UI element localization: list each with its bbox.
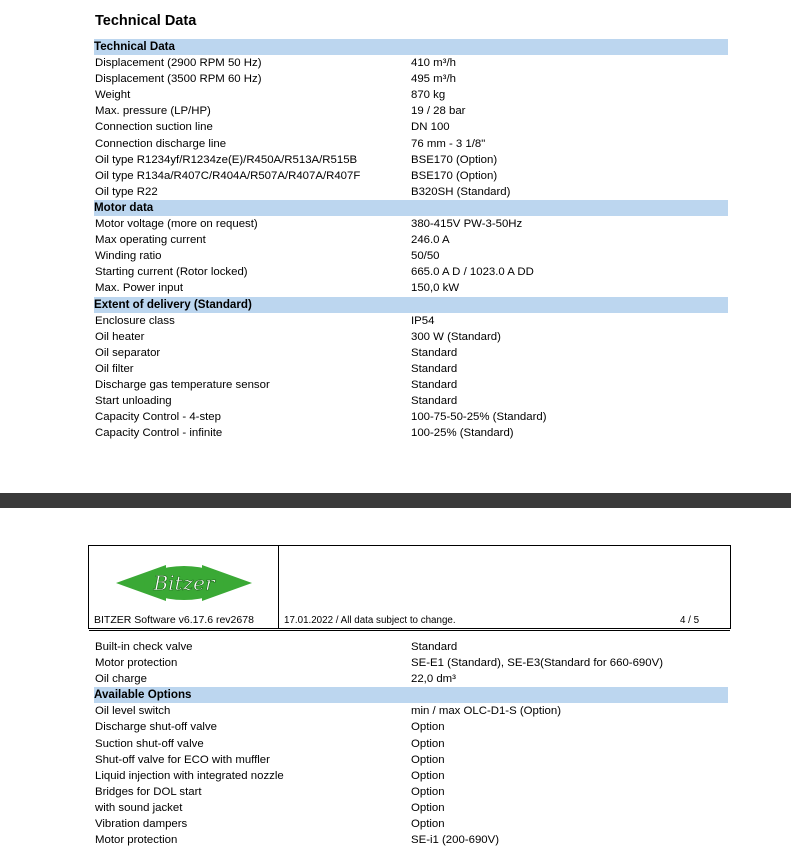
spec-row	[94, 248, 728, 264]
spec-row	[94, 361, 728, 377]
svg-text:Bitzer: Bitzer	[153, 571, 215, 595]
spec-value: 380-415V PW-3-50Hz	[411, 218, 523, 231]
spec-label: Capacity Control - 4-step	[95, 411, 221, 424]
spec-row	[94, 832, 728, 848]
available-options-rows	[94, 703, 728, 848]
spec-value: SE-E1 (Standard), SE-E3(Standard for 660-690V)	[411, 657, 663, 670]
spec-label: Winding ratio	[95, 250, 162, 263]
page-separator	[0, 493, 791, 508]
spec-label: Max. pressure (LP/HP)	[95, 105, 211, 118]
spec-row	[94, 409, 728, 425]
spec-row	[94, 784, 728, 800]
spec-label: Max. Power input	[95, 282, 183, 295]
spec-value: 665.0 A D / 1023.0 A DD	[411, 266, 534, 279]
spec-value: 300 W (Standard)	[411, 330, 501, 343]
spec-row	[94, 329, 728, 345]
spec-value: Standard	[411, 395, 458, 408]
spec-value: 100-25% (Standard)	[411, 427, 514, 440]
technical-data-rows	[94, 55, 728, 200]
spec-row	[94, 136, 728, 152]
extent-of-delivery-cont-rows	[94, 639, 728, 687]
spec-value: Standard	[411, 346, 458, 359]
section-header-available-options: Available Options	[94, 687, 728, 703]
spec-value: BSE170 (Option)	[411, 169, 498, 182]
spec-label: Oil heater	[95, 330, 145, 343]
spec-label: Oil filter	[95, 362, 134, 375]
spec-value: Option	[411, 801, 445, 814]
spec-row	[94, 393, 728, 409]
document-title: Technical Data	[95, 13, 197, 29]
spec-value: B320SH (Standard)	[411, 185, 511, 198]
spec-table-page-1	[94, 39, 728, 441]
spec-value: Option	[411, 753, 445, 766]
spec-label: Connection discharge line	[95, 137, 227, 150]
page-number: 4 / 5	[680, 615, 700, 626]
motor-data-rows	[94, 216, 728, 296]
spec-value: Standard	[411, 378, 458, 391]
spec-label: Shut-off valve for ECO with muffler	[95, 753, 270, 766]
spec-label: Capacity Control - infinite	[95, 427, 223, 440]
spec-label: Bridges for DOL start	[95, 785, 202, 798]
spec-value: Option	[411, 769, 445, 782]
spec-row	[94, 119, 728, 135]
spec-value: BSE170 (Option)	[411, 153, 498, 166]
spec-row	[94, 232, 728, 248]
spec-label: Connection suction line	[95, 121, 213, 134]
spec-value: Standard	[411, 641, 458, 653]
spec-row	[94, 152, 728, 168]
spec-label: Oil level switch	[95, 705, 171, 718]
spec-row	[94, 313, 728, 329]
spec-table-page-2	[94, 639, 728, 848]
spec-row	[94, 736, 728, 752]
spec-row	[94, 87, 728, 103]
spec-row	[94, 655, 728, 671]
spec-label: Liquid injection with integrated nozzle	[95, 769, 284, 782]
spec-value: SE-i1 (200-690V)	[411, 834, 500, 847]
spec-value: min / max OLC-D1-S (Option)	[411, 705, 562, 718]
footer-divider	[278, 546, 279, 628]
pdf-page-2	[0, 508, 791, 855]
spec-value: Option	[411, 818, 445, 831]
spec-row	[94, 280, 728, 296]
spec-label: Enclosure class	[95, 314, 175, 327]
spec-value: 100-75-50-25% (Standard)	[411, 411, 547, 424]
spec-row	[94, 671, 728, 687]
spec-row	[94, 719, 728, 735]
spec-value: Option	[411, 721, 445, 734]
spec-label: Starting current (Rotor locked)	[95, 266, 248, 279]
spec-row	[94, 216, 728, 232]
spec-value: IP54	[411, 314, 435, 327]
spec-label: Built-in check valve	[95, 641, 193, 653]
section-header-motor-data: Motor data	[94, 200, 728, 216]
spec-value: 76 mm - 3 1/8"	[411, 137, 486, 150]
spec-value: Option	[411, 737, 445, 750]
spec-row	[94, 103, 728, 119]
spec-label: Start unloading	[95, 395, 172, 408]
footer-underline	[89, 630, 730, 631]
spec-row	[94, 168, 728, 184]
spec-label: Displacement (3500 RPM 60 Hz)	[95, 73, 262, 86]
spec-value: 50/50	[411, 250, 440, 263]
spec-label: Discharge shut-off valve	[95, 721, 217, 734]
spec-label: Discharge gas temperature sensor	[95, 378, 270, 391]
spec-row	[94, 345, 728, 361]
spec-value: 22,0 dm³	[411, 673, 456, 686]
spec-label: Motor protection	[95, 657, 178, 670]
spec-row	[94, 816, 728, 832]
spec-value: 19 / 28 bar	[411, 105, 466, 118]
spec-row	[94, 639, 728, 655]
spec-row	[94, 768, 728, 784]
spec-label: Motor voltage (more on request)	[95, 218, 258, 231]
spec-row	[94, 55, 728, 71]
spec-value: 150,0 kW	[411, 282, 460, 295]
extent-of-delivery-rows	[94, 313, 728, 442]
spec-value: 870 kg	[411, 89, 446, 102]
spec-row	[94, 184, 728, 200]
spec-label: Displacement (2900 RPM 50 Hz)	[95, 57, 262, 70]
spec-label: Max operating current	[95, 234, 206, 247]
date-note: 17.01.2022 / All data subject to change.	[284, 615, 456, 626]
spec-label: Oil type R22	[95, 185, 158, 198]
software-version: BITZER Software v6.17.6 rev2678	[94, 614, 254, 626]
spec-label: Suction shut-off valve	[95, 737, 204, 750]
page-footer-box	[88, 545, 731, 629]
spec-row	[94, 752, 728, 768]
bitzer-logo	[114, 555, 254, 611]
spec-label: Vibration dampers	[95, 818, 188, 831]
spec-value: 410 m³/h	[411, 57, 456, 70]
spec-row	[94, 800, 728, 816]
spec-label: Oil charge	[95, 673, 147, 686]
spec-label: Motor protection	[95, 834, 178, 847]
spec-value: 246.0 A	[411, 234, 450, 247]
section-header-technical-data: Technical Data	[94, 39, 728, 55]
spec-row	[94, 71, 728, 87]
spec-row	[94, 425, 728, 441]
spec-row	[94, 264, 728, 280]
spec-label: with sound jacket	[95, 801, 183, 814]
spec-value: DN 100	[411, 121, 450, 134]
spec-value: Standard	[411, 362, 458, 375]
spec-value: Option	[411, 785, 445, 798]
section-header-extent-of-delivery: Extent of delivery (Standard)	[94, 297, 728, 313]
spec-label: Oil type R1234yf/R1234ze(E)/R450A/R513A/R515B	[95, 153, 358, 166]
spec-value: 495 m³/h	[411, 73, 456, 86]
spec-row	[94, 377, 728, 393]
spec-row	[94, 703, 728, 719]
spec-label: Oil type R134a/R407C/R404A/R507A/R407A/R407F	[95, 169, 361, 182]
spec-label: Weight	[95, 89, 131, 102]
spec-label: Oil separator	[95, 346, 161, 359]
